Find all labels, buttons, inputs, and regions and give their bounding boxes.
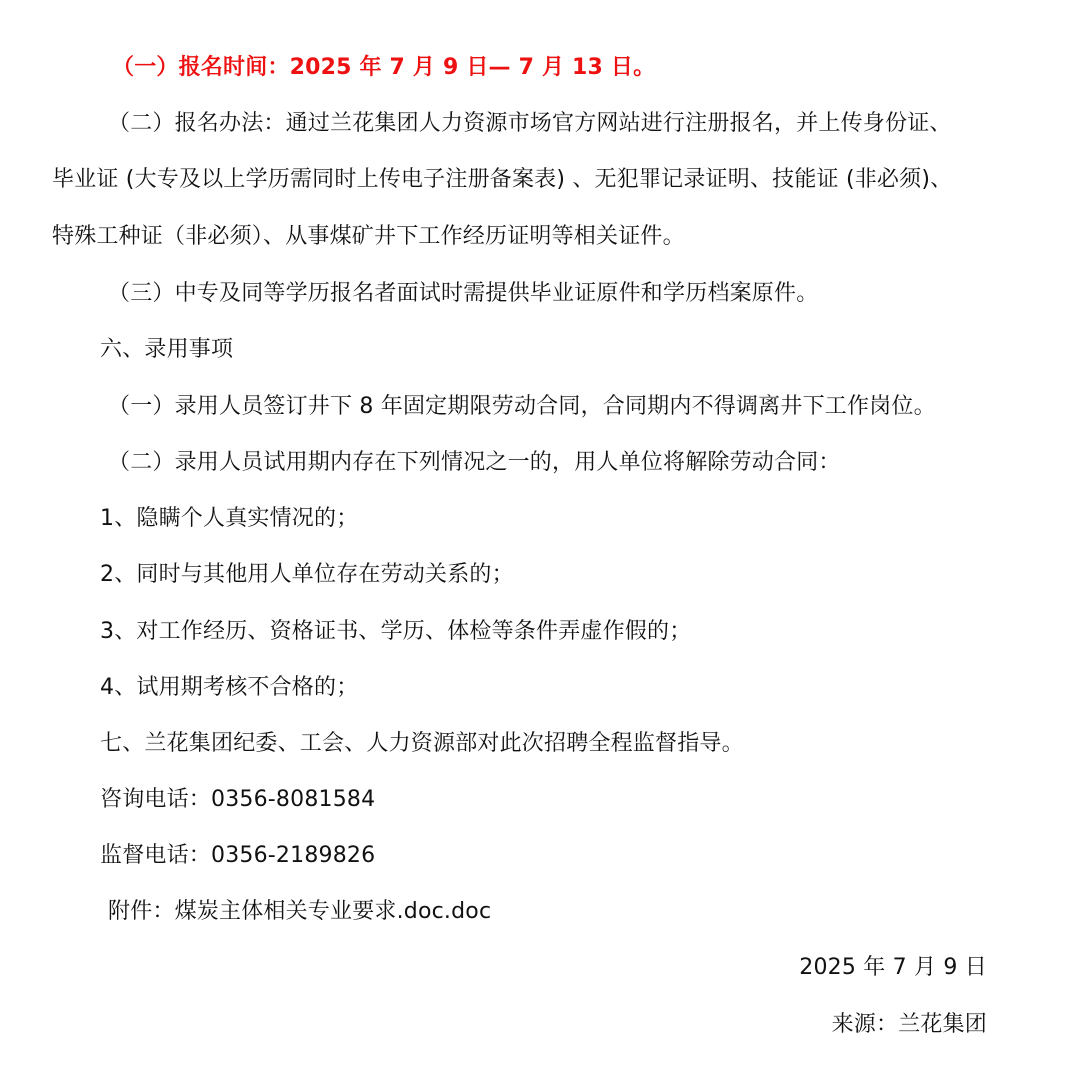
registration-method-line-1: （二）报名办法：通过兰花集团人力资源市场官方网站进行注册报名，并上传身份证、 xyxy=(108,111,952,136)
source-line: 来源：兰花集团 xyxy=(831,1012,987,1037)
publish-date: 2025 年 7 月 9 日 xyxy=(799,955,987,980)
condition-item: 4、试用期考核不合格的； xyxy=(100,675,359,700)
registration-time-line: （一）报名时间：2025 年 7 月 9 日— 7 月 13 日。 xyxy=(112,55,656,80)
supervise-phone: 监督电话：0356-2189826 xyxy=(100,843,376,868)
contract-requirement: （一）录用人员签订井下 8 年固定期限劳动合同，合同期内不得调离井下工作岗位。 xyxy=(108,394,936,419)
termination-conditions-intro: （二）录用人员试用期内存在下列情况之一的，用人单位将解除劳动合同： xyxy=(108,450,841,475)
attachment-file-link[interactable]: 煤炭主体相关专业要求.doc.doc xyxy=(174,899,492,924)
condition-item: 1、隐瞒个人真实情况的； xyxy=(100,506,359,531)
attachment-label: 附件： xyxy=(108,899,175,924)
secondary-education-requirement: （三）中专及同等学历报名者面试时需提供毕业证原件和学历档案原件。 xyxy=(108,281,819,306)
condition-item: 3、对工作经历、资格证书、学历、体检等条件弄虚作假的； xyxy=(100,619,692,644)
hiring-section-heading: 六、录用事项 xyxy=(100,337,234,362)
consult-phone: 咨询电话：0356-8081584 xyxy=(100,787,376,812)
condition-item: 2、同时与其他用人单位存在劳动关系的； xyxy=(100,562,514,587)
registration-method-line-3: 特殊工种证（非必须）、从事煤矿井下工作经历证明等相关证件。 xyxy=(52,224,685,249)
attachment-line xyxy=(108,897,491,927)
registration-method-line-2: 毕业证 (大专及以上学历需同时上传电子注册备案表) 、无犯罪记录证明、技能证 (非必须)、 xyxy=(52,167,953,192)
supervision-statement: 七、兰花集团纪委、工会、人力资源部对此次招聘全程监督指导。 xyxy=(100,731,744,756)
